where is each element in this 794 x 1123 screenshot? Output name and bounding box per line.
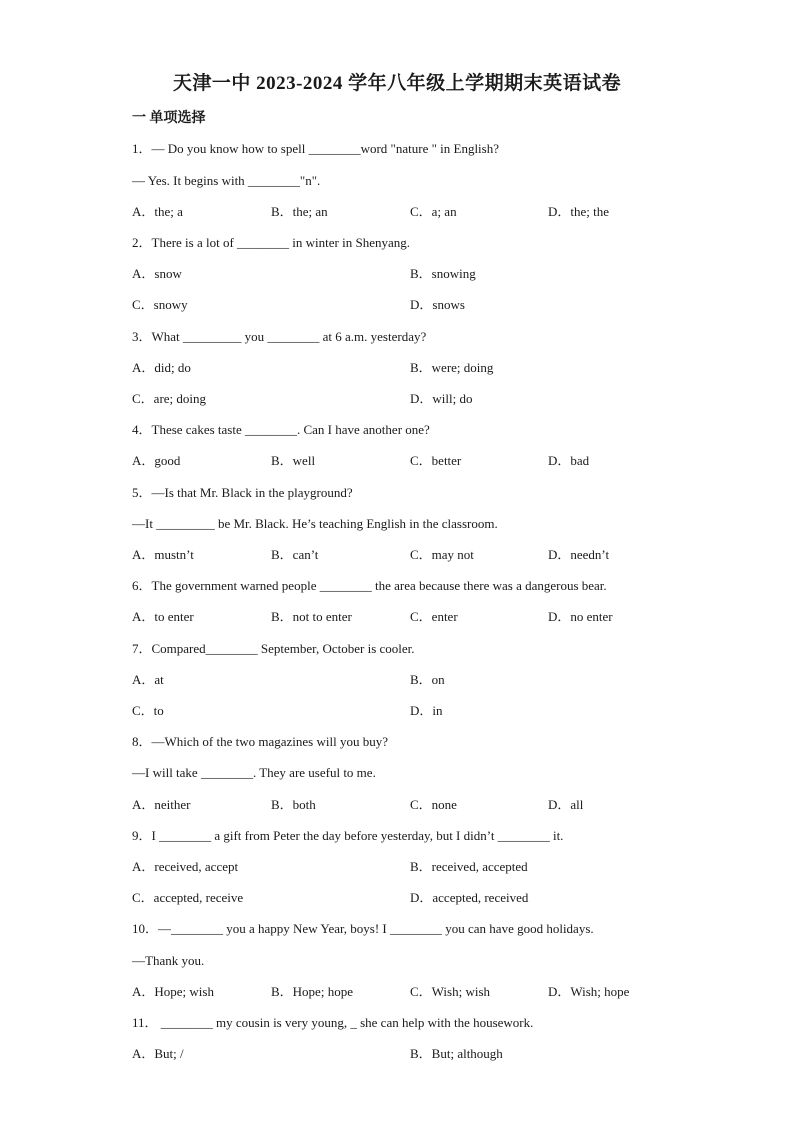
option-d: D．in (410, 703, 443, 718)
option-d: D．will; do (410, 391, 473, 406)
option-d: D．snows (410, 297, 465, 312)
question-stem: 6．The government warned people ________ the area because there was a dangerous bear. (132, 578, 607, 593)
option-b: B．the; an (271, 204, 328, 219)
option-d: D．bad (548, 453, 590, 468)
option-a: A．snow (132, 266, 182, 281)
option-d: D．all (548, 797, 584, 812)
question-stem: 3．What _________ you ________ at 6 a.m. yesterday? (132, 329, 427, 344)
option-b: B．Hope; hope (271, 984, 353, 999)
option-b: B．received, accepted (410, 859, 528, 874)
option-d: D．needn’t (548, 547, 610, 562)
option-a: A．received, accept (132, 859, 239, 874)
section-heading: 一 单项选择 (132, 111, 206, 126)
question-stem: —I will take ________. They are useful to me. (132, 765, 376, 780)
option-a: A．neither (132, 797, 191, 812)
question-stem: 8．—Which of the two magazines will you buy? (132, 734, 388, 749)
question-stem: 11． ________ my cousin is very young, _ she can help with the housework. (132, 1015, 534, 1030)
option-c: C．snowy (132, 297, 188, 312)
option-d: D．no enter (548, 609, 613, 624)
question-stem: — Yes. It begins with ________"n". (132, 173, 321, 188)
question-stem: 5．—Is that Mr. Black in the playground? (132, 485, 353, 500)
option-a: A．at (132, 672, 164, 687)
option-b: B．But; although (410, 1046, 503, 1061)
option-a: A．the; a (132, 204, 183, 219)
question-stem: —It _________ be Mr. Black. He’s teaching English in the classroom. (132, 516, 498, 531)
question-stem: 1．— Do you know how to spell ________word "nature " in English? (132, 141, 499, 156)
option-c: C．none (410, 797, 457, 812)
option-a: A．did; do (132, 360, 191, 375)
option-d: D．Wish; hope (548, 984, 630, 999)
option-a: A．to enter (132, 609, 194, 624)
question-stem: —Thank you. (132, 953, 205, 968)
option-c: C．Wish; wish (410, 984, 491, 999)
option-c: C．enter (410, 609, 458, 624)
option-b: B．well (271, 453, 316, 468)
option-a: A．But; / (132, 1046, 184, 1061)
question-stem: 2．There is a lot of ________ in winter in Shenyang. (132, 235, 411, 250)
question-stem: 7．Compared________ September, October is cooler. (132, 641, 415, 656)
option-a: A．Hope; wish (132, 984, 214, 999)
option-b: B．not to enter (271, 609, 352, 624)
option-b: B．can’t (271, 547, 319, 562)
option-c: C．to (132, 703, 164, 718)
option-d: D．accepted, received (410, 890, 529, 905)
page-title: 天津一中 2023-2024 学年八年级上学期期末英语试卷 (172, 73, 622, 94)
question-stem: 4．These cakes taste ________. Can I have another one? (132, 422, 430, 437)
question-stem: 10．—________ you a happy New Year, boys! I ________ you can have good holidays. (132, 921, 594, 936)
option-c: C．better (410, 453, 462, 468)
option-b: B．were; doing (410, 360, 494, 375)
option-c: C．may not (410, 547, 474, 562)
option-b: B．on (410, 672, 445, 687)
option-a: A．good (132, 453, 181, 468)
option-a: A．mustn’t (132, 547, 194, 562)
option-b: B．both (271, 797, 316, 812)
option-d: D．the; the (548, 204, 610, 219)
option-c: C．are; doing (132, 391, 207, 406)
option-b: B．snowing (410, 266, 476, 281)
option-c: C．a; an (410, 204, 457, 219)
option-c: C．accepted, receive (132, 890, 244, 905)
question-stem: 9．I ________ a gift from Peter the day before yesterday, but I didn’t ________ it. (132, 828, 564, 843)
